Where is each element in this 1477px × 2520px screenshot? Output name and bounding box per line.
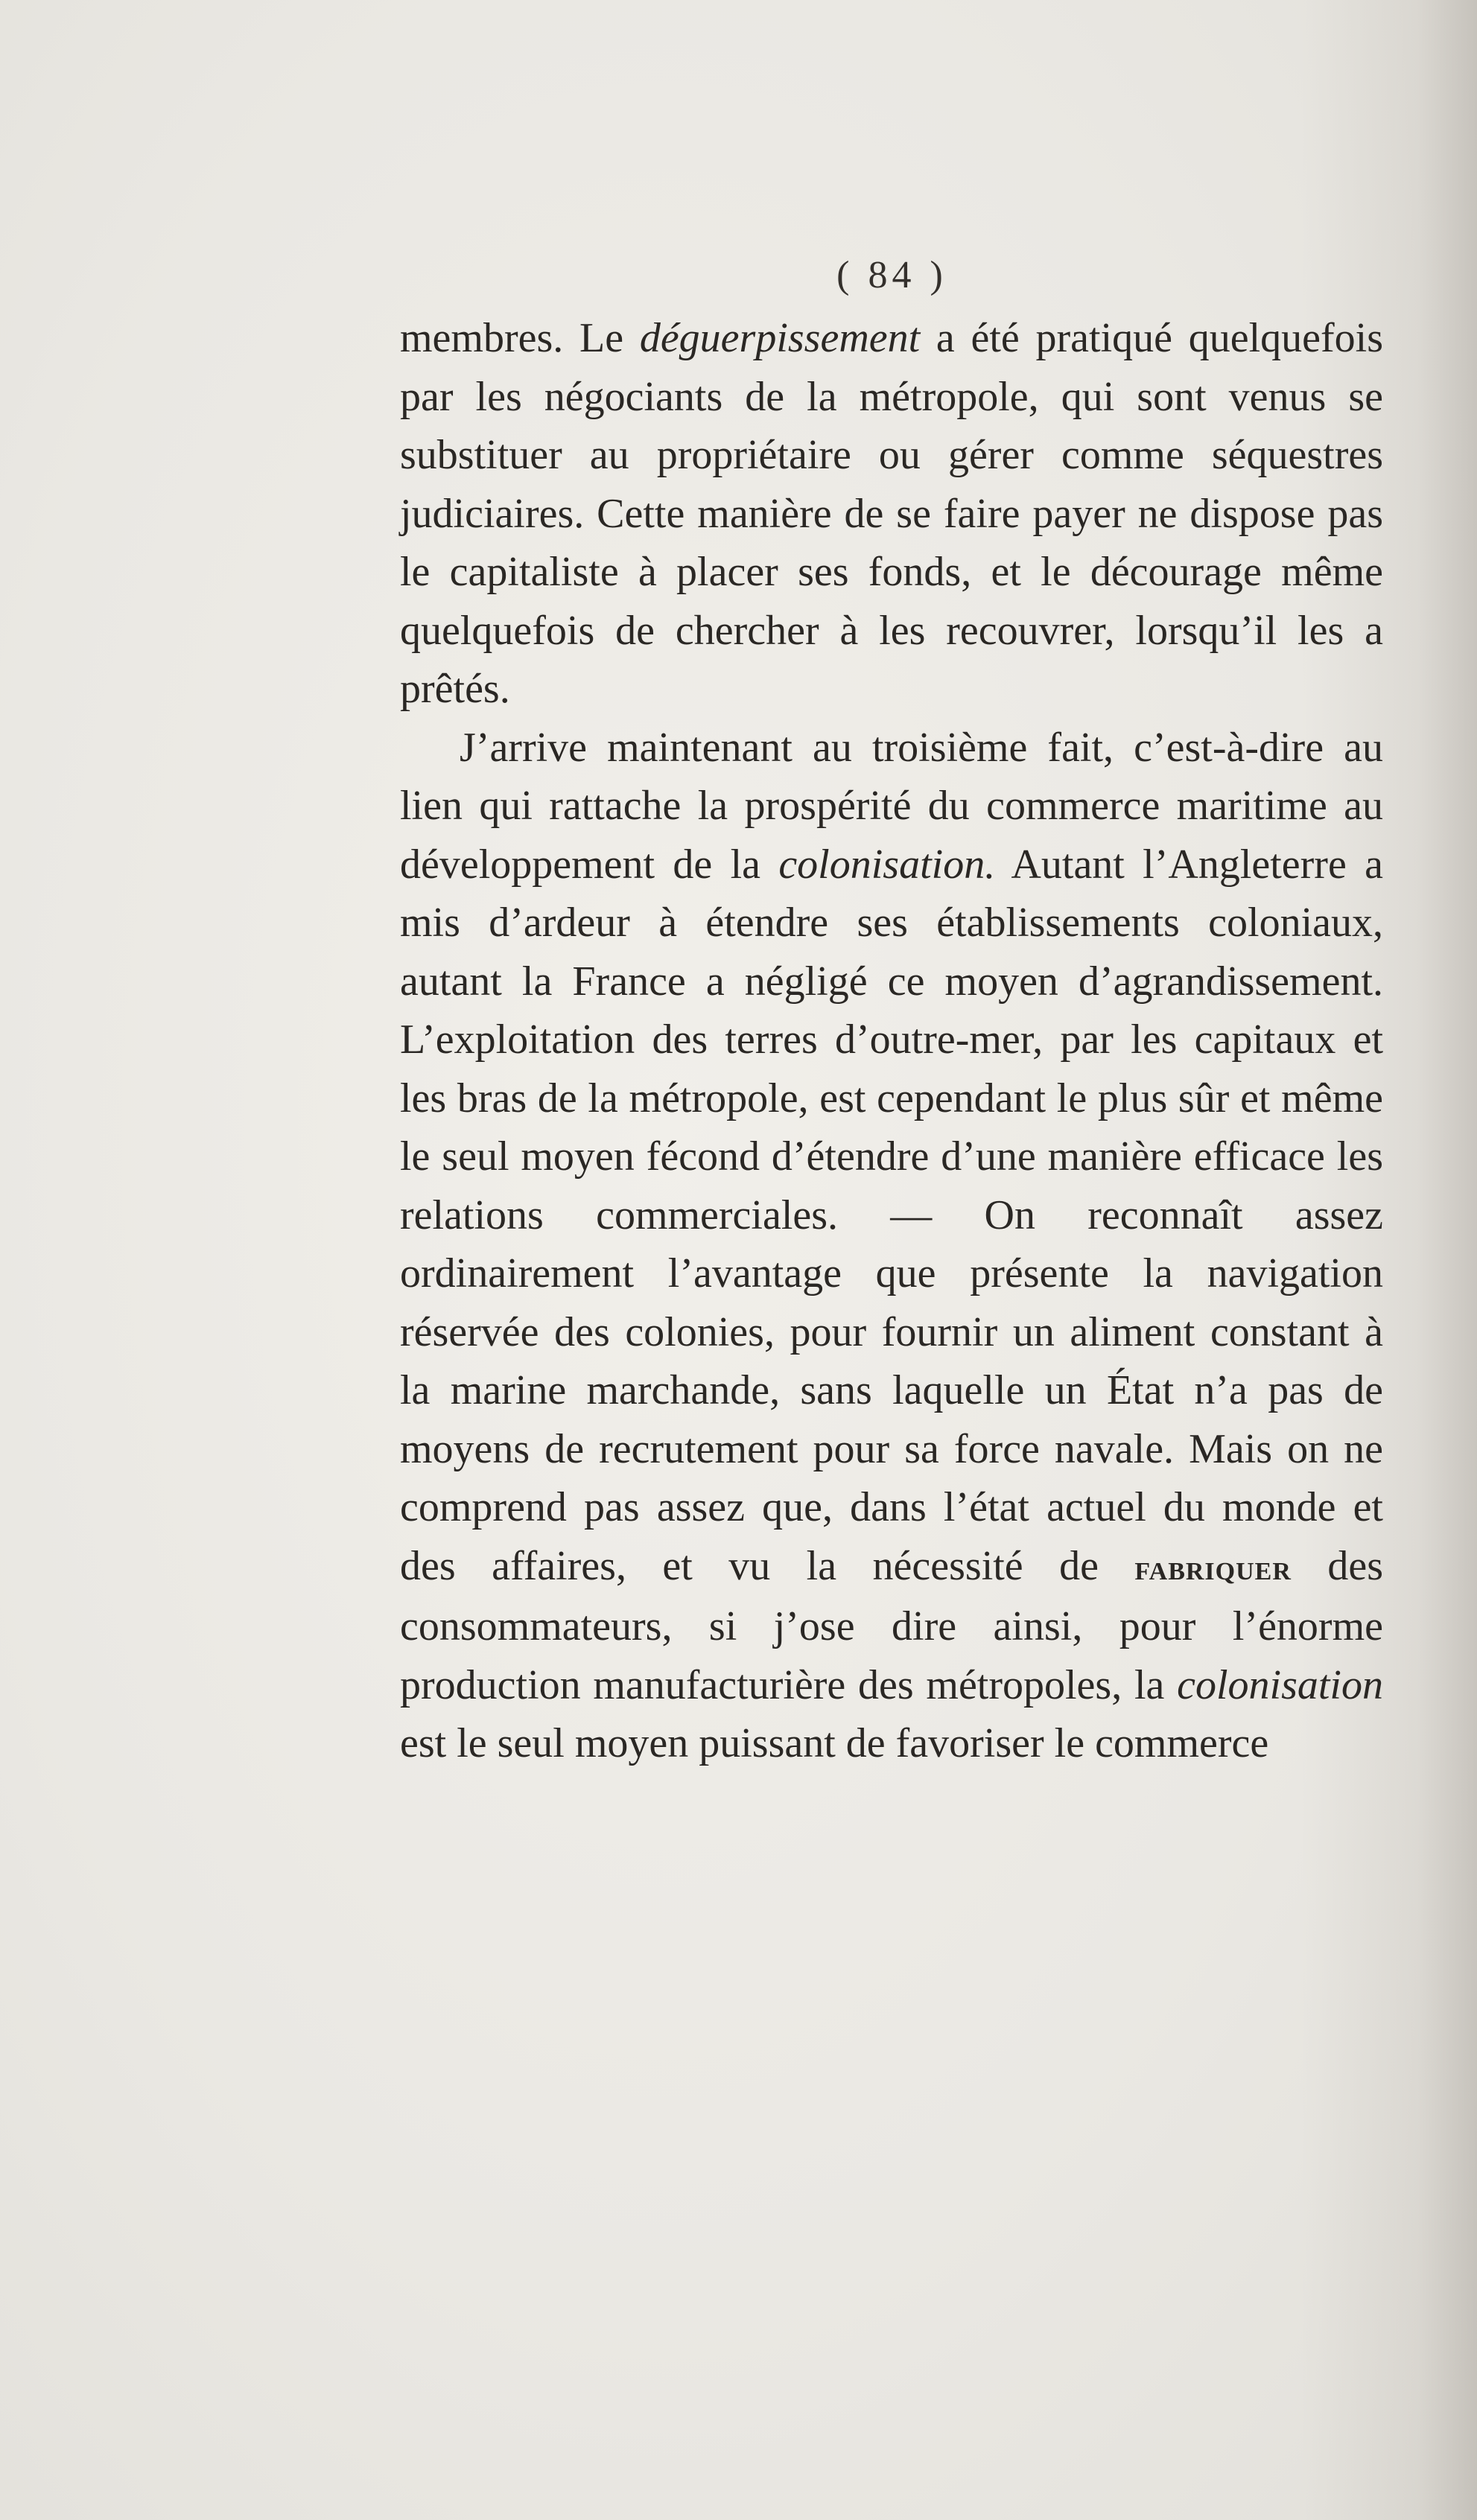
text-run: Autant l’Angleterre a mis d’ardeur à étendre ses établissements coloniaux, autant la France a négligé ce moyen d’agrandissement. L’exploitation des terres d’outre-mer, par les capitaux et les bras de la métropole, est cependant le plus sûr et même le seul moyen fécond d’étendre d’une manière efficace les relations commerciales. — On reconnaît assez ordinairement l’avantage que présente la navigation réservée des colonies, pour fournir un aliment constant à la marine marchande, sans laquelle un État n’a pas de moyens de recrutement pour sa force navale. Mais on ne comprend pas assez que, dans l’état actuel du monde et des affaires, et vu la nécessité de — [400, 841, 1383, 1589]
italic-term: colonisation — [1177, 1661, 1383, 1708]
text-run: est le seul moyen puissant de favoriser le commerce — [400, 1720, 1269, 1766]
paragraph — [400, 719, 1383, 1773]
small-caps-term: fabriquer — [1134, 1547, 1292, 1588]
text-run: J’arrive maintenant au troisième fait, c’est-à-dire au lien qui rattache la prospérité du commerce maritime au développement de la — [400, 724, 1383, 888]
italic-term: colonisation. — [778, 841, 996, 888]
text-run: membres. Le — [400, 315, 640, 361]
page-number: ( 84 ) — [836, 254, 947, 296]
text-run: des consommateurs, si j’ose dire ainsi, pour l’énorme production manufacturière des métropoles, la — [400, 1542, 1383, 1708]
italic-term: déguerpissement — [639, 315, 921, 361]
body-text — [400, 309, 1383, 1773]
text-run: a été pratiqué quelquefois par les négociants de la métropole, qui sont venus se substituer au propriétaire ou gérer comme séquestres judiciaires. Cette manière de se faire payer ne dispose pas le capitaliste à placer ses fonds, et le décourage même quelquefois de chercher à les recouvrer, lorsqu’il les a prêtés. — [400, 315, 1383, 712]
paragraph — [400, 309, 1383, 719]
